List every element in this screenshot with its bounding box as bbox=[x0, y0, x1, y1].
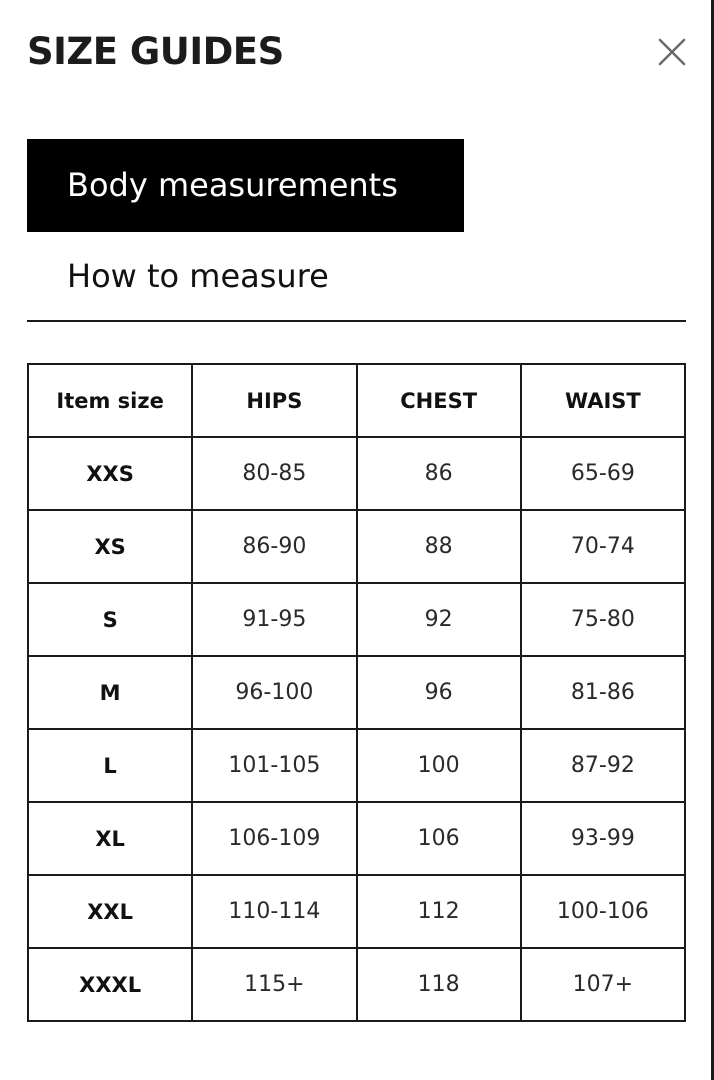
size-cell: S bbox=[28, 583, 192, 656]
hips-cell: 96-100 bbox=[192, 656, 356, 729]
waist-cell: 81-86 bbox=[521, 656, 685, 729]
table-row bbox=[28, 802, 685, 875]
tab-how-to-measure[interactable]: How to measure bbox=[27, 232, 464, 320]
column-header-item-size: Item size bbox=[28, 364, 192, 437]
page-title: SIZE GUIDES bbox=[27, 30, 284, 73]
table-header-row bbox=[28, 364, 685, 437]
close-icon bbox=[652, 32, 692, 72]
waist-cell: 107+ bbox=[521, 948, 685, 1021]
size-cell: XXXL bbox=[28, 948, 192, 1021]
chest-cell: 92 bbox=[357, 583, 521, 656]
table-row bbox=[28, 656, 685, 729]
hips-cell: 101-105 bbox=[192, 729, 356, 802]
waist-cell: 70-74 bbox=[521, 510, 685, 583]
size-cell: XS bbox=[28, 510, 192, 583]
hips-cell: 115+ bbox=[192, 948, 356, 1021]
hips-cell: 86-90 bbox=[192, 510, 356, 583]
tabs-divider bbox=[27, 320, 686, 322]
size-cell: XL bbox=[28, 802, 192, 875]
waist-cell: 93-99 bbox=[521, 802, 685, 875]
tab-body-measurements[interactable]: Body measurements bbox=[27, 139, 464, 232]
table-row bbox=[28, 948, 685, 1021]
size-cell: L bbox=[28, 729, 192, 802]
close-button[interactable] bbox=[652, 32, 692, 72]
table-row bbox=[28, 583, 685, 656]
size-cell: XXS bbox=[28, 437, 192, 510]
hips-cell: 110-114 bbox=[192, 875, 356, 948]
waist-cell: 65-69 bbox=[521, 437, 685, 510]
hips-cell: 80-85 bbox=[192, 437, 356, 510]
chest-cell: 106 bbox=[357, 802, 521, 875]
size-cell: M bbox=[28, 656, 192, 729]
table-row bbox=[28, 729, 685, 802]
waist-cell: 87-92 bbox=[521, 729, 685, 802]
column-header-hips: HIPS bbox=[192, 364, 356, 437]
table-row bbox=[28, 437, 685, 510]
column-header-waist: WAIST bbox=[521, 364, 685, 437]
hips-cell: 106-109 bbox=[192, 802, 356, 875]
size-chart-table bbox=[27, 363, 686, 1022]
table-row bbox=[28, 875, 685, 948]
size-cell: XXL bbox=[28, 875, 192, 948]
table-row bbox=[28, 510, 685, 583]
waist-cell: 75-80 bbox=[521, 583, 685, 656]
waist-cell: 100-106 bbox=[521, 875, 685, 948]
chest-cell: 96 bbox=[357, 656, 521, 729]
chest-cell: 100 bbox=[357, 729, 521, 802]
chest-cell: 88 bbox=[357, 510, 521, 583]
hips-cell: 91-95 bbox=[192, 583, 356, 656]
column-header-chest: CHEST bbox=[357, 364, 521, 437]
chest-cell: 112 bbox=[357, 875, 521, 948]
chest-cell: 86 bbox=[357, 437, 521, 510]
chest-cell: 118 bbox=[357, 948, 521, 1021]
